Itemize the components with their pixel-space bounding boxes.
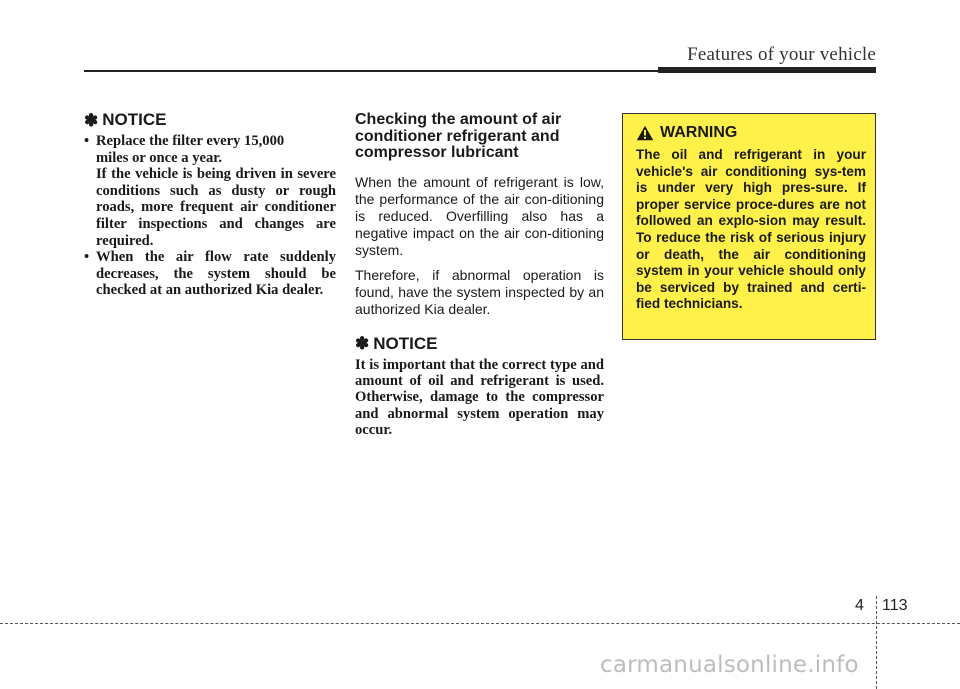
- notice-list: [84, 133, 336, 299]
- notice-heading-label: NOTICE: [373, 333, 438, 353]
- footer-page-divider: [876, 596, 877, 689]
- watermark: carmanualsonline.info: [600, 652, 859, 678]
- warning-text: The oil and refrigerant in your vehicle's air conditioning sys-tem is under very high pres-sure. If proper service proce-dures are not followed an explo-sion may result. To reduce the risk of serious injury or death, the air conditioning system in your vehicle should only be serviced by trained and certi-fied technicians.: [636, 147, 866, 312]
- left-notice: [84, 110, 336, 299]
- header-section-title: Features of your vehicle: [687, 44, 876, 65]
- list-item: [84, 249, 336, 299]
- list-item: [84, 133, 336, 249]
- list-item-text: Replace the filter every 15,000: [96, 133, 285, 149]
- chapter-number: 4: [855, 597, 864, 614]
- warning-triangle-icon: [636, 125, 654, 141]
- notice-text: It is important that the correct type and amount of oil and refrigerant is used. Otherwise, damage to the compressor and abnormal system operation may occur.: [355, 356, 604, 439]
- section-heading: Checking the amount of air conditioner refrigerant and compressor lubricant: [355, 111, 562, 161]
- middle-notice: [355, 334, 604, 439]
- warning-label: WARNING: [660, 124, 738, 141]
- asterisk-icon: ✽: [84, 110, 99, 130]
- warning-box: [622, 113, 876, 340]
- header-rule-accent: [658, 67, 876, 73]
- asterisk-icon: ✽: [355, 334, 370, 353]
- body-paragraph: When the amount of refrigerant is low, the performance of the air con-ditioning is reduced. Overfilling also has a negative impact on the air con-ditioning system.: [355, 173, 604, 258]
- list-item-text: When the air flow rate suddenly decreases, the system should be checked at an authorized Kia dealer.: [96, 249, 336, 299]
- list-item-text: miles or once a year.: [96, 149, 223, 166]
- notice-heading: [84, 110, 336, 130]
- warning-header: [636, 124, 866, 142]
- body-paragraph: Therefore, if abnormal operation is found, have the system inspected by an authorized Kia dealer.: [355, 266, 604, 317]
- footer-divider: [0, 623, 960, 624]
- page-number: 113: [882, 597, 908, 614]
- notice-heading: [355, 334, 604, 354]
- middle-column: [355, 112, 604, 439]
- bullet-icon: •: [84, 133, 90, 149]
- bullet-icon: •: [84, 249, 90, 266]
- notice-heading-label: NOTICE: [102, 110, 167, 129]
- list-item-text: If the vehicle is being driven in severe conditions such as dusty or rough roads, more frequent air conditioner filter inspections and changes are required.: [96, 166, 336, 249]
